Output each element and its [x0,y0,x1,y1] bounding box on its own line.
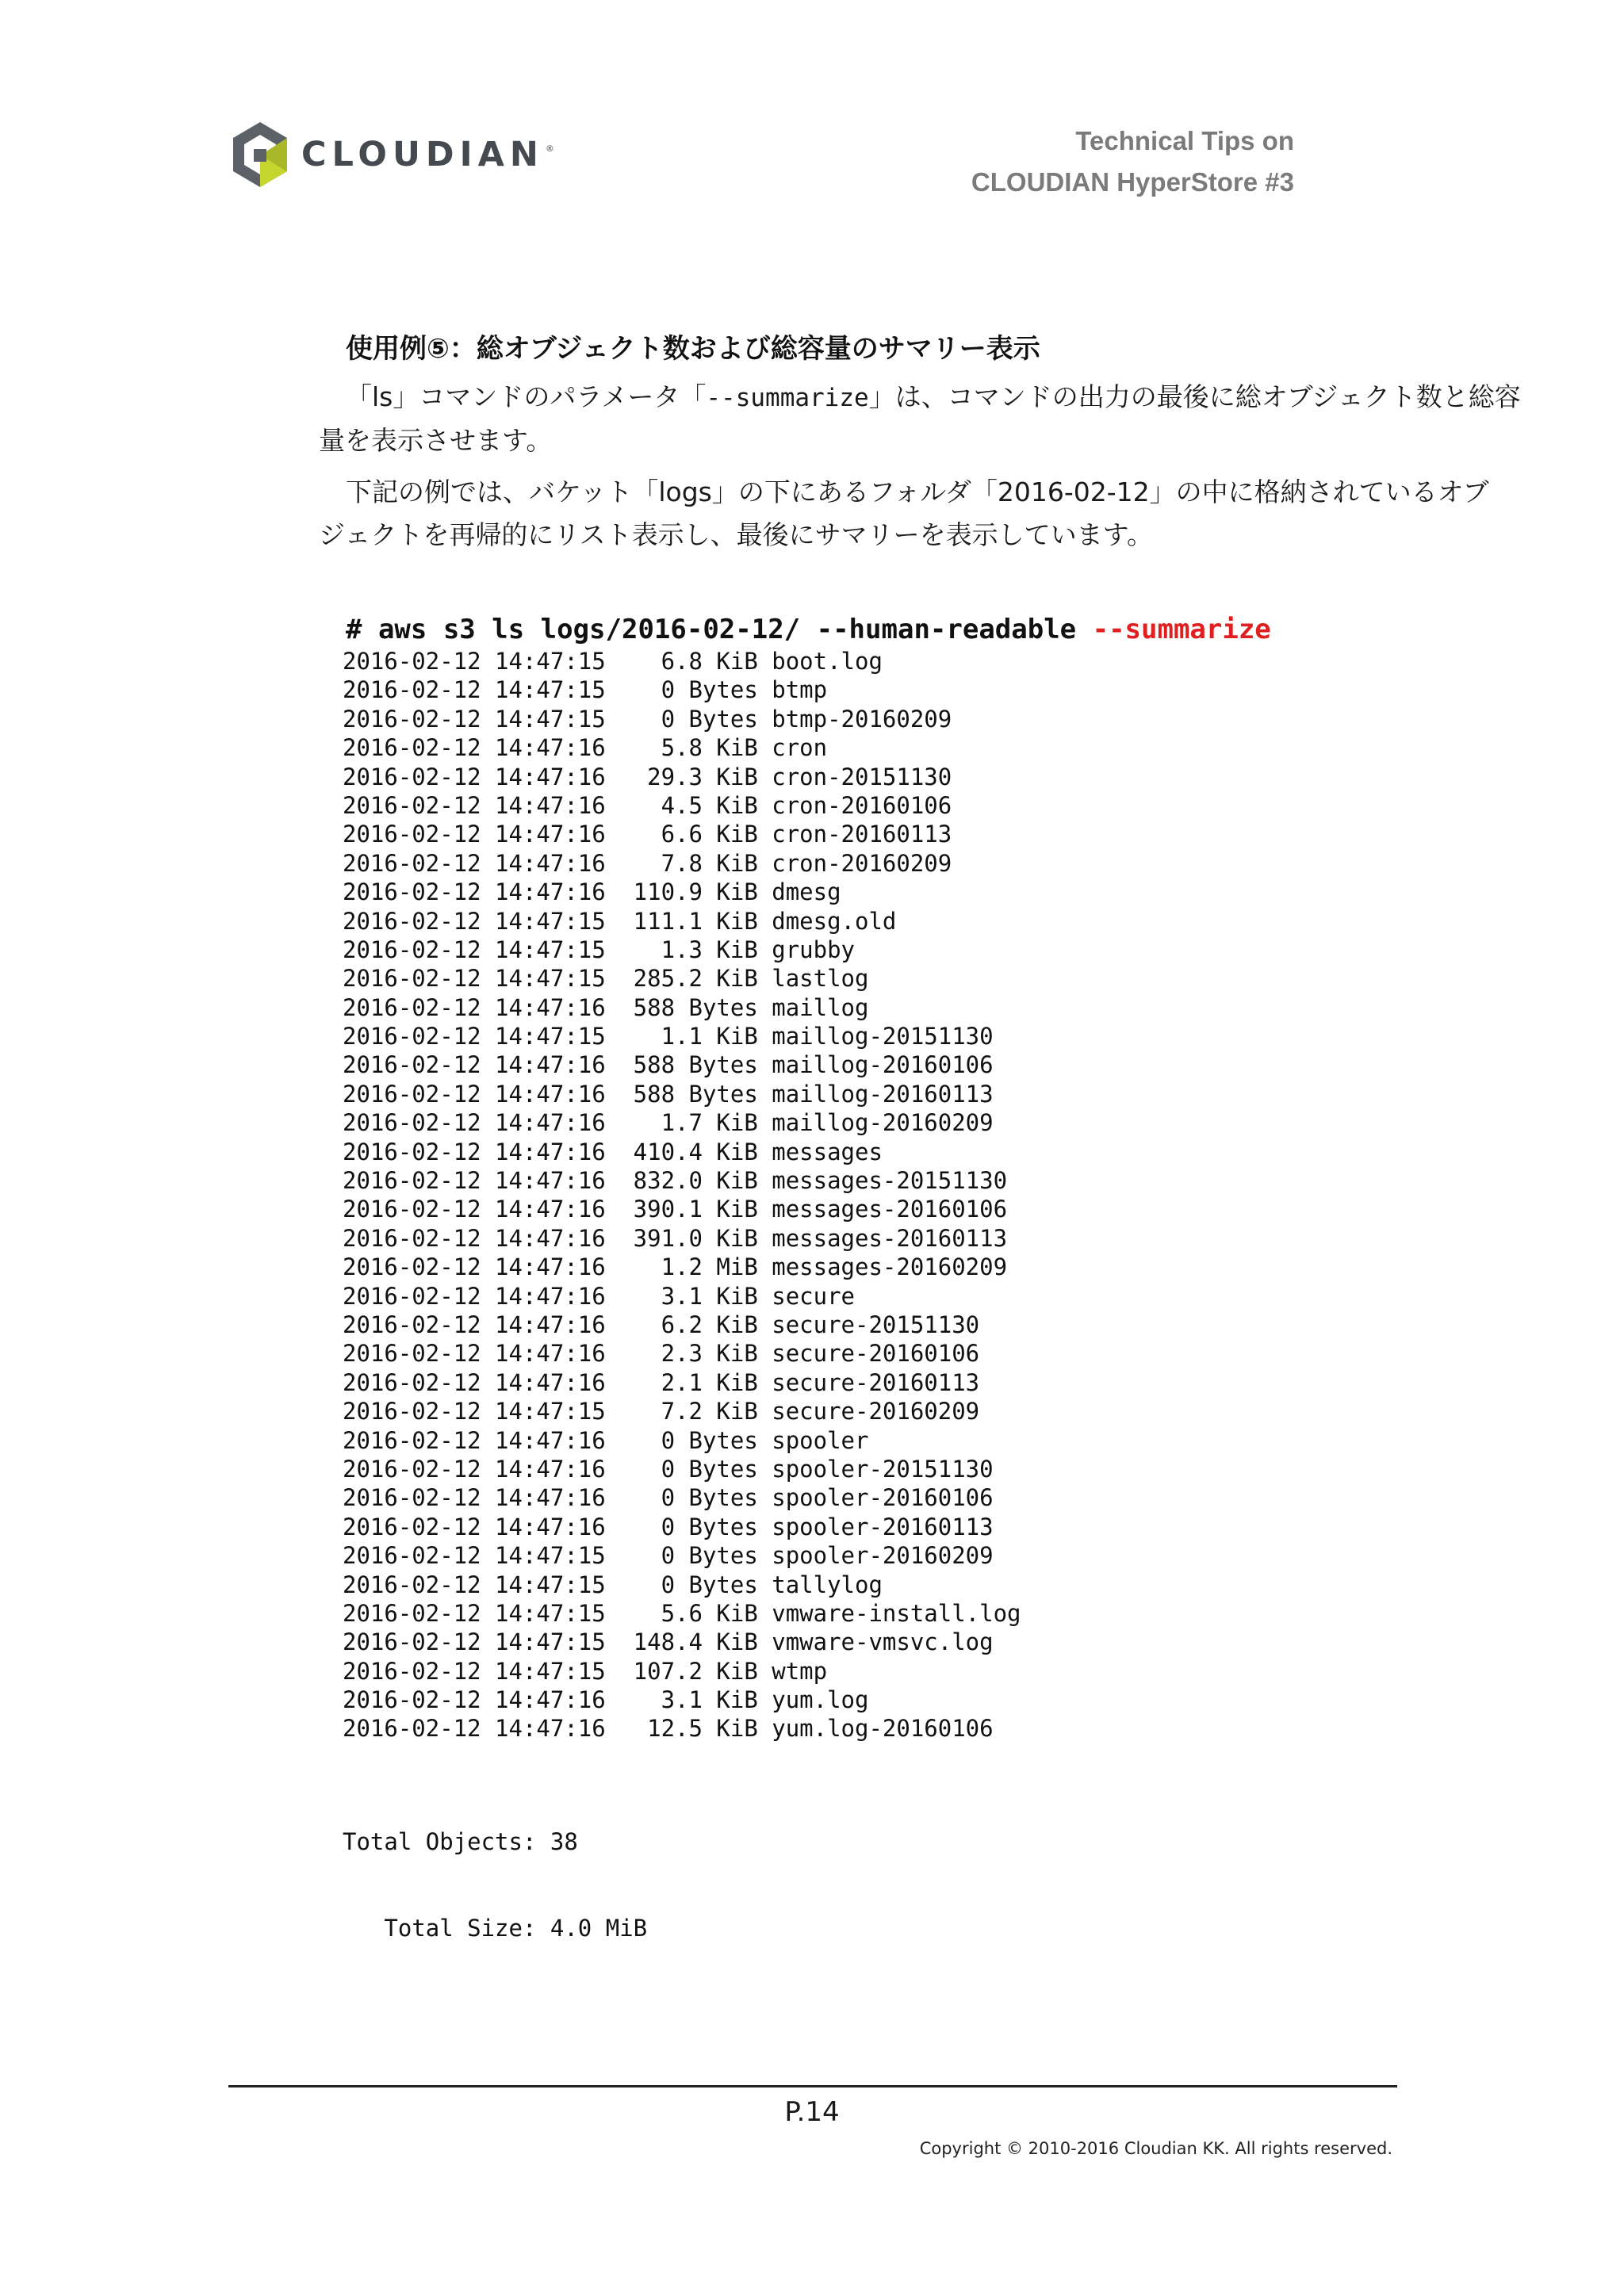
listing-row: 2016-02-12 14:47:16 7.8 KiB cron-20160209 [343,849,952,877]
title-line-1: Technical Tips on [1075,126,1294,155]
listing-row: 2016-02-12 14:47:16 1.2 MiB messages-20160209 [343,1253,1008,1281]
command-text: # aws s3 ls logs/2016-02-12/ --human-readable [346,614,1093,645]
listing-row: 2016-02-12 14:47:16 3.1 KiB yum.log [343,1686,869,1714]
listing-row: 2016-02-12 14:47:15 0 Bytes btmp-20160209 [343,705,952,733]
paragraph-line: ジェクトを再帰的にリスト表示し、最後にサマリーを表示しています。 [319,519,1154,550]
summary-total-objects: Total Objects: 38 [343,1827,578,1855]
title-line-2: CLOUDIAN HyperStore #3 [971,167,1294,197]
listing-row: 2016-02-12 14:47:16 12.5 KiB yum.log-20160106 [343,1715,994,1743]
listing-row: 2016-02-12 14:47:16 5.8 KiB cron [343,734,828,762]
summary-output [343,1770,647,1972]
listing-row: 2016-02-12 14:47:15 6.8 KiB boot.log [343,648,883,675]
text-fragment: 下記の例では、バケット「logs」の下にあるフォルダ「2016-02-12」の中に格納されているオブ [346,476,1489,507]
listing-row: 2016-02-12 14:47:16 588 Bytes maillog-20160113 [343,1080,994,1108]
listing-row: 2016-02-12 14:47:15 0 Bytes spooler-20160209 [343,1542,994,1570]
listing-row: 2016-02-12 14:47:16 3.1 KiB secure [343,1282,856,1310]
listing-row: 2016-02-12 14:47:15 0 Bytes tallylog [343,1571,883,1598]
listing-output [343,647,1021,1743]
listing-row: 2016-02-12 14:47:16 588 Bytes maillog [343,993,869,1021]
listing-row: 2016-02-12 14:47:15 1.1 KiB maillog-20151130 [343,1023,994,1050]
footer-divider [228,2085,1397,2087]
listing-row: 2016-02-12 14:47:16 588 Bytes maillog-20160106 [343,1051,994,1079]
paragraph-summarize-description [319,376,1521,462]
listing-row: 2016-02-12 14:47:16 0 Bytes spooler-20160113 [343,1513,994,1540]
listing-row: 2016-02-12 14:47:16 29.3 KiB cron-20151130 [343,763,952,790]
page-number: P.14 [784,2096,840,2128]
listing-row: 2016-02-12 14:47:16 390.1 KiB messages-20160106 [343,1196,1008,1223]
listing-row: 2016-02-12 14:47:16 6.6 KiB cron-20160113 [343,821,952,848]
paragraph-line [319,471,1489,514]
cloudian-logo-icon [230,121,290,189]
listing-row: 2016-02-12 14:47:15 5.6 KiB vmware-install.log [343,1599,1021,1627]
listing-row: 2016-02-12 14:47:15 111.1 KiB dmesg.old [343,907,897,935]
listing-row: 2016-02-12 14:47:16 110.9 KiB dmesg [343,878,841,906]
document-series-title [971,121,1294,203]
listing-row: 2016-02-12 14:47:15 148.4 KiB vmware-vmsvc.log [343,1628,994,1656]
paragraph-line [319,376,1521,419]
copyright-notice: Copyright © 2010-2016 Cloudian KK. All rights reserved. [919,2139,1392,2158]
listing-row: 2016-02-12 14:47:16 2.1 KiB secure-20160113 [343,1368,980,1396]
command-highlight: --summarize [1092,614,1271,645]
listing-row: 2016-02-12 14:47:15 0 Bytes btmp [343,676,828,704]
text-fragment: 」は、コマンドの出力の最後に総オブジェクト数と総容 [868,381,1521,412]
listing-row: 2016-02-12 14:47:16 6.2 KiB secure-20151130 [343,1311,980,1338]
listing-row: 2016-02-12 14:47:15 285.2 KiB lastlog [343,965,869,993]
listing-row: 2016-02-12 14:47:15 7.2 KiB secure-20160209 [343,1398,980,1425]
logo-text: CLOUDIAN [301,135,544,174]
company-logo [230,121,554,189]
listing-row: 2016-02-12 14:47:15 1.3 KiB grubby [343,936,856,963]
inline-code: --summarize [706,384,869,412]
listing-row: 2016-02-12 14:47:16 832.0 KiB messages-20151130 [343,1167,1008,1195]
listing-row: 2016-02-12 14:47:16 0 Bytes spooler [343,1426,869,1454]
listing-row: 2016-02-12 14:47:16 2.3 KiB secure-20160106 [343,1340,980,1368]
logo-registered-mark: ® [545,144,554,154]
listing-row: 2016-02-12 14:47:16 4.5 KiB cron-20160106 [343,791,952,819]
logo-wordmark [301,135,554,174]
paragraph-example-description [319,471,1489,557]
listing-row: 2016-02-12 14:47:16 0 Bytes spooler-20151130 [343,1455,994,1483]
listing-row: 2016-02-12 14:47:16 1.7 KiB maillog-20160209 [343,1109,994,1137]
listing-row: 2016-02-12 14:47:16 0 Bytes spooler-20160106 [343,1484,994,1512]
listing-row: 2016-02-12 14:47:15 107.2 KiB wtmp [343,1657,828,1685]
listing-row: 2016-02-12 14:47:16 391.0 KiB messages-20160113 [343,1224,1008,1252]
summary-total-size: Total Size: 4.0 MiB [343,1915,648,1942]
text-fragment: 「ls」コマンドのパラメータ「 [346,381,707,412]
listing-row: 2016-02-12 14:47:16 410.4 KiB messages [343,1138,883,1165]
section-heading: 使用例⑤：総オブジェクト数および総容量のサマリー表示 [346,333,1040,365]
command-line [346,614,1271,645]
paragraph-line: 量を表示させます。 [319,425,553,456]
